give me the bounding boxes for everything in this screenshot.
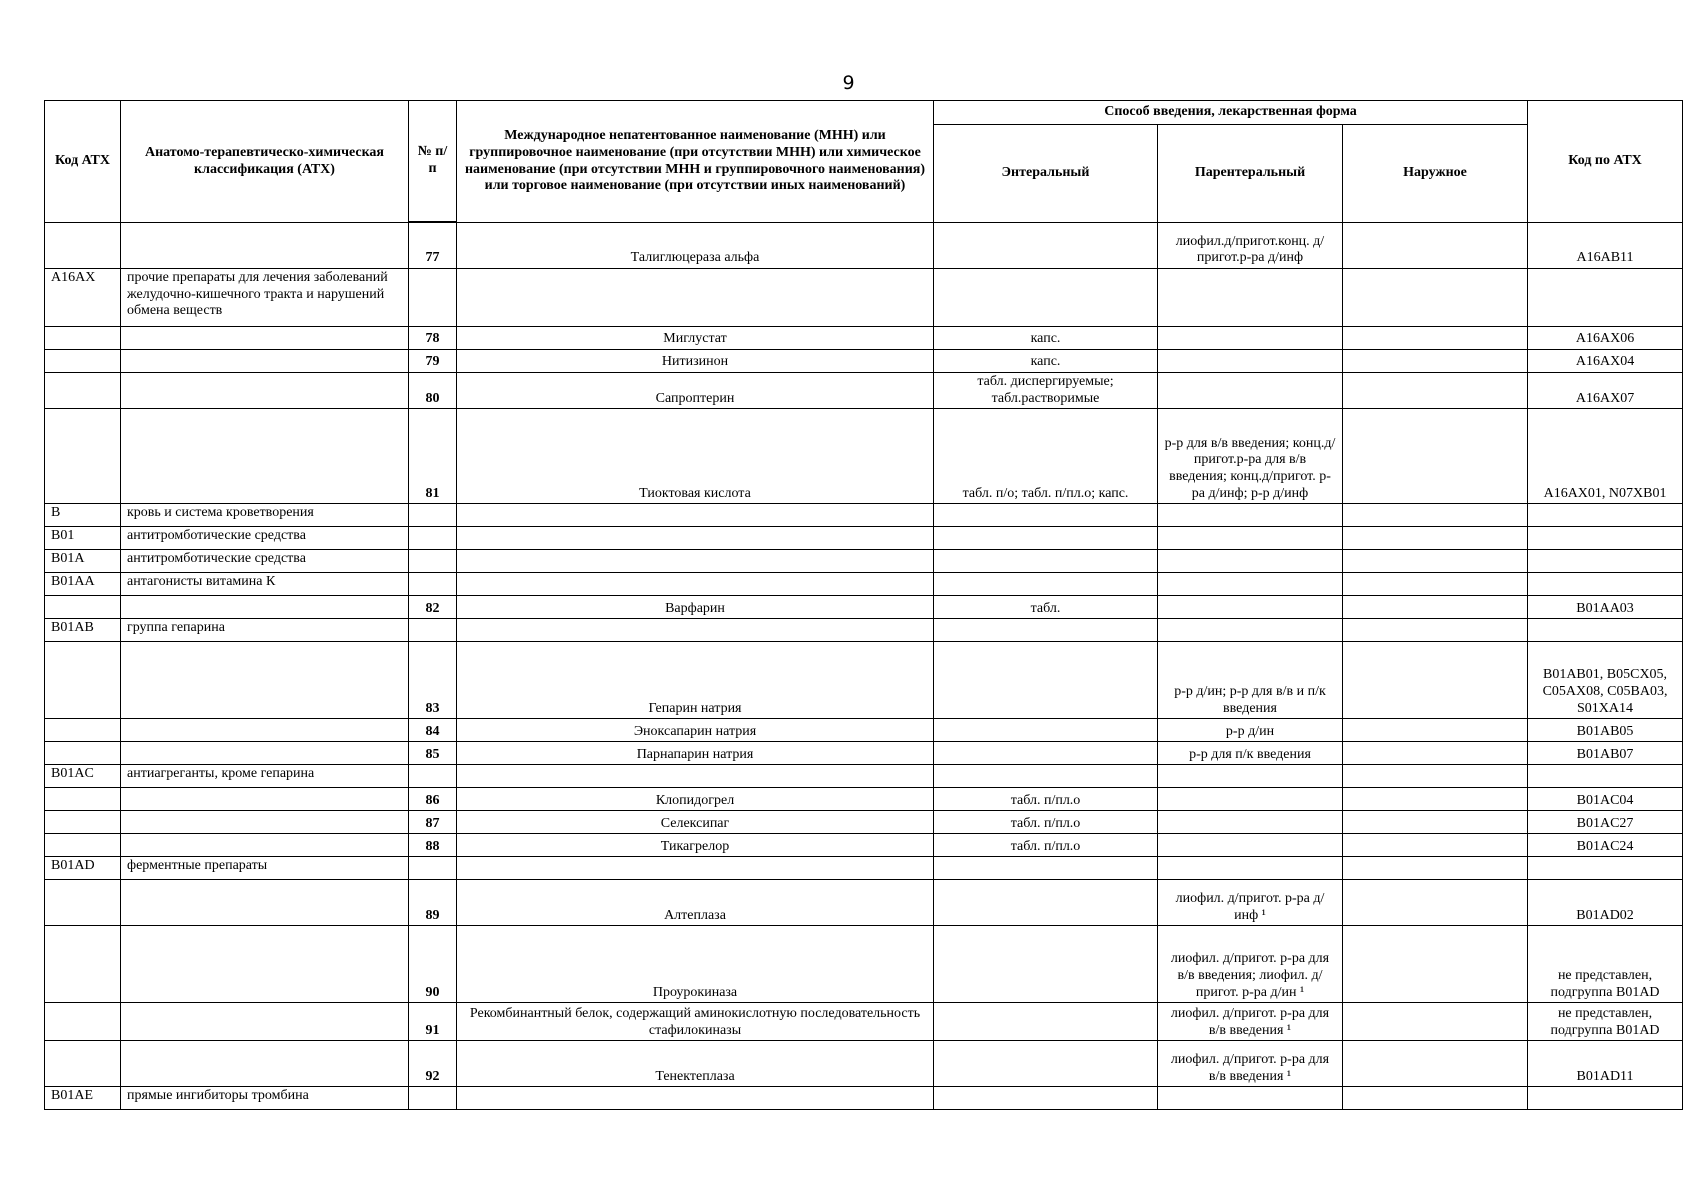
atx-code: B01AB01, B05CX05, C05AX08, C05BA03, S01XA14 xyxy=(1528,642,1683,719)
parenteral-form xyxy=(1158,1087,1343,1110)
parenteral-form xyxy=(1158,834,1343,857)
row-number: 81 xyxy=(409,409,457,504)
external-form xyxy=(1343,788,1528,811)
atx-group-code xyxy=(45,642,121,719)
external-form xyxy=(1343,527,1528,550)
parenteral-form: р-р д/ин xyxy=(1158,719,1343,742)
enteral-form xyxy=(934,269,1158,327)
row-number xyxy=(409,1087,457,1110)
table-row xyxy=(45,327,1683,350)
classification-text xyxy=(121,788,409,811)
enteral-form: капс. xyxy=(934,350,1158,373)
atx-code: A16AX01, N07XB01 xyxy=(1528,409,1683,504)
row-number: 78 xyxy=(409,327,457,350)
row-number xyxy=(409,857,457,880)
row-number: 84 xyxy=(409,719,457,742)
drug-name xyxy=(457,573,934,596)
classification-text xyxy=(121,834,409,857)
classification-text xyxy=(121,719,409,742)
classification-text xyxy=(121,880,409,926)
drug-name: Проурокиназа xyxy=(457,926,934,1003)
classification-text xyxy=(121,327,409,350)
row-number: 83 xyxy=(409,642,457,719)
atx-group-code xyxy=(45,742,121,765)
external-form xyxy=(1343,619,1528,642)
table-row xyxy=(45,742,1683,765)
drug-name: Селексипаг xyxy=(457,811,934,834)
atx-group-code: B01AA xyxy=(45,573,121,596)
classification-text: кровь и система кроветворения xyxy=(121,504,409,527)
table-row xyxy=(45,223,1683,269)
external-form xyxy=(1343,834,1528,857)
classification-text xyxy=(121,742,409,765)
external-form xyxy=(1343,642,1528,719)
table-row xyxy=(45,373,1683,409)
table-row xyxy=(45,719,1683,742)
row-number: 82 xyxy=(409,596,457,619)
atx-group-code: B01AC xyxy=(45,765,121,788)
atx-code xyxy=(1528,765,1683,788)
external-form xyxy=(1343,1087,1528,1110)
row-number: 79 xyxy=(409,350,457,373)
parenteral-form xyxy=(1158,619,1343,642)
classification-text xyxy=(121,373,409,409)
row-number: 85 xyxy=(409,742,457,765)
header-enteral: Энтеральный xyxy=(934,125,1158,223)
drug-name: Парнапарин натрия xyxy=(457,742,934,765)
external-form xyxy=(1343,1041,1528,1087)
atx-code: B01AC04 xyxy=(1528,788,1683,811)
external-form xyxy=(1343,573,1528,596)
atx-group-code xyxy=(45,880,121,926)
enteral-form: табл. п/о; табл. п/пл.о; капс. xyxy=(934,409,1158,504)
header-route-group: Способ введения, лекарственная форма xyxy=(934,101,1528,125)
drug-name xyxy=(457,504,934,527)
classification-text xyxy=(121,811,409,834)
drug-name: Варфарин xyxy=(457,596,934,619)
drug-name: Гепарин натрия xyxy=(457,642,934,719)
table-row xyxy=(45,1087,1683,1110)
enteral-form: табл. п/пл.о xyxy=(934,811,1158,834)
drug-name xyxy=(457,619,934,642)
drug-name: Эноксапарин натрия xyxy=(457,719,934,742)
drug-name: Алтеплаза xyxy=(457,880,934,926)
parenteral-form xyxy=(1158,350,1343,373)
enteral-form xyxy=(934,719,1158,742)
parenteral-form: лиофил.д/пригот.конц. д/пригот.р-ра д/инф xyxy=(1158,223,1343,269)
atx-code: B01AB05 xyxy=(1528,719,1683,742)
drug-name: Сапроптерин xyxy=(457,373,934,409)
atx-code: A16AX07 xyxy=(1528,373,1683,409)
row-number: 88 xyxy=(409,834,457,857)
atx-code: A16AX04 xyxy=(1528,350,1683,373)
atx-group-code xyxy=(45,327,121,350)
row-number xyxy=(409,573,457,596)
parenteral-form xyxy=(1158,596,1343,619)
parenteral-form xyxy=(1158,811,1343,834)
header-external: Наружное xyxy=(1343,125,1528,223)
table-row xyxy=(45,409,1683,504)
drug-name: Тикагрелор xyxy=(457,834,934,857)
external-form xyxy=(1343,269,1528,327)
classification-text: прямые ингибиторы тромбина xyxy=(121,1087,409,1110)
table-row xyxy=(45,350,1683,373)
classification-text: группа гепарина xyxy=(121,619,409,642)
atx-group-code xyxy=(45,834,121,857)
table-row xyxy=(45,527,1683,550)
atx-group-code xyxy=(45,596,121,619)
external-form xyxy=(1343,350,1528,373)
classification-text xyxy=(121,1041,409,1087)
table-row xyxy=(45,880,1683,926)
atx-group-code xyxy=(45,373,121,409)
table-row xyxy=(45,550,1683,573)
row-number: 87 xyxy=(409,811,457,834)
classification-text xyxy=(121,409,409,504)
table-row xyxy=(45,269,1683,327)
atx-code: B01AD11 xyxy=(1528,1041,1683,1087)
classification-text xyxy=(121,350,409,373)
external-form xyxy=(1343,504,1528,527)
row-number xyxy=(409,527,457,550)
classification-text xyxy=(121,596,409,619)
atx-code xyxy=(1528,550,1683,573)
parenteral-form: р-р для в/в введения; конц.д/пригот.р-ра для в/в введения; конц.д/пригот. р-ра д/инф; р-р д/инф xyxy=(1158,409,1343,504)
external-form xyxy=(1343,596,1528,619)
row-number: 80 xyxy=(409,373,457,409)
drug-name: Тиоктовая кислота xyxy=(457,409,934,504)
drug-name xyxy=(457,527,934,550)
classification-text: антагонисты витамина К xyxy=(121,573,409,596)
atx-code xyxy=(1528,527,1683,550)
enteral-form: табл. xyxy=(934,596,1158,619)
classification-text xyxy=(121,1003,409,1041)
drug-name: Тенектеплаза xyxy=(457,1041,934,1087)
external-form xyxy=(1343,409,1528,504)
classification-text: антитромботические средства xyxy=(121,550,409,573)
table-row xyxy=(45,504,1683,527)
table-row xyxy=(45,788,1683,811)
parenteral-form xyxy=(1158,327,1343,350)
atx-code xyxy=(1528,619,1683,642)
atx-code xyxy=(1528,857,1683,880)
drug-name: Клопидогрел xyxy=(457,788,934,811)
header-code-atx: Код АТХ xyxy=(45,101,121,223)
external-form xyxy=(1343,742,1528,765)
atx-code: B01AA03 xyxy=(1528,596,1683,619)
atx-code: B01AC27 xyxy=(1528,811,1683,834)
parenteral-form: р-р д/ин; р-р для в/в и п/к введения xyxy=(1158,642,1343,719)
atx-code: A16AX06 xyxy=(1528,327,1683,350)
drug-name xyxy=(457,550,934,573)
external-form xyxy=(1343,550,1528,573)
drug-table xyxy=(44,100,1683,1110)
header-atx-code: Код по АТХ xyxy=(1528,101,1683,223)
atx-group-code: A16AX xyxy=(45,269,121,327)
row-number: 89 xyxy=(409,880,457,926)
external-form xyxy=(1343,880,1528,926)
atx-group-code: B01AB xyxy=(45,619,121,642)
external-form xyxy=(1343,1003,1528,1041)
atx-group-code xyxy=(45,719,121,742)
external-form xyxy=(1343,765,1528,788)
table-row xyxy=(45,1003,1683,1041)
drug-name xyxy=(457,857,934,880)
atx-code xyxy=(1528,1087,1683,1110)
table-row xyxy=(45,765,1683,788)
row-number xyxy=(409,619,457,642)
page-number: 9 xyxy=(842,72,855,94)
atx-group-code: B01 xyxy=(45,527,121,550)
parenteral-form: лиофил. д/пригот. р-ра для в/в введения; лиофил. д/пригот. р-ра д/ин ¹ xyxy=(1158,926,1343,1003)
atx-code xyxy=(1528,573,1683,596)
enteral-form xyxy=(934,880,1158,926)
row-number: 77 xyxy=(409,223,457,269)
header-parenteral: Парентеральный xyxy=(1158,125,1343,223)
parenteral-form xyxy=(1158,504,1343,527)
atx-group-code xyxy=(45,811,121,834)
classification-text xyxy=(121,926,409,1003)
parenteral-form xyxy=(1158,573,1343,596)
atx-code xyxy=(1528,269,1683,327)
enteral-form xyxy=(934,765,1158,788)
drug-name: Рекомбинантный белок, содержащий аминокислотную последовательность стафилокиназы xyxy=(457,1003,934,1041)
atx-group-code xyxy=(45,788,121,811)
parenteral-form xyxy=(1158,550,1343,573)
external-form xyxy=(1343,857,1528,880)
row-number xyxy=(409,504,457,527)
atx-group-code xyxy=(45,409,121,504)
external-form xyxy=(1343,373,1528,409)
parenteral-form: лиофил. д/пригот. р-ра для в/в введения ¹ xyxy=(1158,1041,1343,1087)
drug-name xyxy=(457,765,934,788)
drug-name: Нитизинон xyxy=(457,350,934,373)
row-number: 92 xyxy=(409,1041,457,1087)
external-form xyxy=(1343,719,1528,742)
enteral-form: табл. п/пл.о xyxy=(934,788,1158,811)
header-number: № п/п xyxy=(409,101,457,222)
table-row xyxy=(45,573,1683,596)
row-number: 86 xyxy=(409,788,457,811)
atx-group-code: B01AE xyxy=(45,1087,121,1110)
external-form xyxy=(1343,327,1528,350)
parenteral-form xyxy=(1158,527,1343,550)
atx-code: не представлен, подгруппа B01AD xyxy=(1528,1003,1683,1041)
drug-name: Талиглюцераза альфа xyxy=(457,223,934,269)
table-row xyxy=(45,811,1683,834)
enteral-form: табл. п/пл.о xyxy=(934,834,1158,857)
enteral-form: табл. диспергируемые; табл.растворимые xyxy=(934,373,1158,409)
atx-group-code: B01A xyxy=(45,550,121,573)
enteral-form xyxy=(934,1087,1158,1110)
enteral-form xyxy=(934,504,1158,527)
header-classification: Анатомо-терапевтическо-химическая классификация (АТХ) xyxy=(121,101,409,223)
row-number: 91 xyxy=(409,1003,457,1041)
enteral-form xyxy=(934,642,1158,719)
parenteral-form: лиофил. д/пригот. р-ра д/инф ¹ xyxy=(1158,880,1343,926)
atx-code: B01AB07 xyxy=(1528,742,1683,765)
classification-text: антиагреганты, кроме гепарина xyxy=(121,765,409,788)
enteral-form xyxy=(934,527,1158,550)
drug-name: Миглустат xyxy=(457,327,934,350)
classification-text xyxy=(121,642,409,719)
parenteral-form xyxy=(1158,857,1343,880)
atx-code xyxy=(1528,504,1683,527)
parenteral-form xyxy=(1158,269,1343,327)
table-row xyxy=(45,1041,1683,1087)
parenteral-form: р-р для п/к введения xyxy=(1158,742,1343,765)
row-number xyxy=(409,269,457,327)
table-row xyxy=(45,619,1683,642)
enteral-form xyxy=(934,742,1158,765)
table-row xyxy=(45,834,1683,857)
enteral-form xyxy=(934,1041,1158,1087)
atx-group-code xyxy=(45,1041,121,1087)
enteral-form xyxy=(934,926,1158,1003)
enteral-form xyxy=(934,857,1158,880)
classification-text: антитромботические средства xyxy=(121,527,409,550)
classification-text: прочие препараты для лечения заболеваний желудочно-кишечного тракта и нарушений обмена веществ xyxy=(121,269,409,327)
parenteral-form: лиофил. д/пригот. р-ра для в/в введения ¹ xyxy=(1158,1003,1343,1041)
row-number xyxy=(409,550,457,573)
parenteral-form xyxy=(1158,765,1343,788)
atx-group-code: B01AD xyxy=(45,857,121,880)
enteral-form xyxy=(934,1003,1158,1041)
parenteral-form xyxy=(1158,788,1343,811)
table-row xyxy=(45,857,1683,880)
atx-code: B01AC24 xyxy=(1528,834,1683,857)
enteral-form xyxy=(934,550,1158,573)
table-row xyxy=(45,596,1683,619)
external-form xyxy=(1343,926,1528,1003)
drug-name xyxy=(457,1087,934,1110)
table-row xyxy=(45,642,1683,719)
drug-name xyxy=(457,269,934,327)
atx-code: A16AB11 xyxy=(1528,223,1683,269)
external-form xyxy=(1343,811,1528,834)
header-name: Международное непатентованное наименование (МНН) или группировочное наименование (при отсутствии МНН) или химическое наименование (при отсутствии МНН и группировочного наименования) или торговое наименование (при отсутствии иных наименований) xyxy=(457,101,934,223)
enteral-form xyxy=(934,573,1158,596)
atx-code: B01AD02 xyxy=(1528,880,1683,926)
table-row xyxy=(45,926,1683,1003)
atx-group-code xyxy=(45,926,121,1003)
atx-group-code: B xyxy=(45,504,121,527)
row-number: 90 xyxy=(409,926,457,1003)
classification-text: ферментные препараты xyxy=(121,857,409,880)
atx-group-code xyxy=(45,1003,121,1041)
atx-code: не представлен, подгруппа B01AD xyxy=(1528,926,1683,1003)
atx-group-code xyxy=(45,350,121,373)
parenteral-form xyxy=(1158,373,1343,409)
enteral-form xyxy=(934,619,1158,642)
row-number xyxy=(409,765,457,788)
enteral-form: капс. xyxy=(934,327,1158,350)
